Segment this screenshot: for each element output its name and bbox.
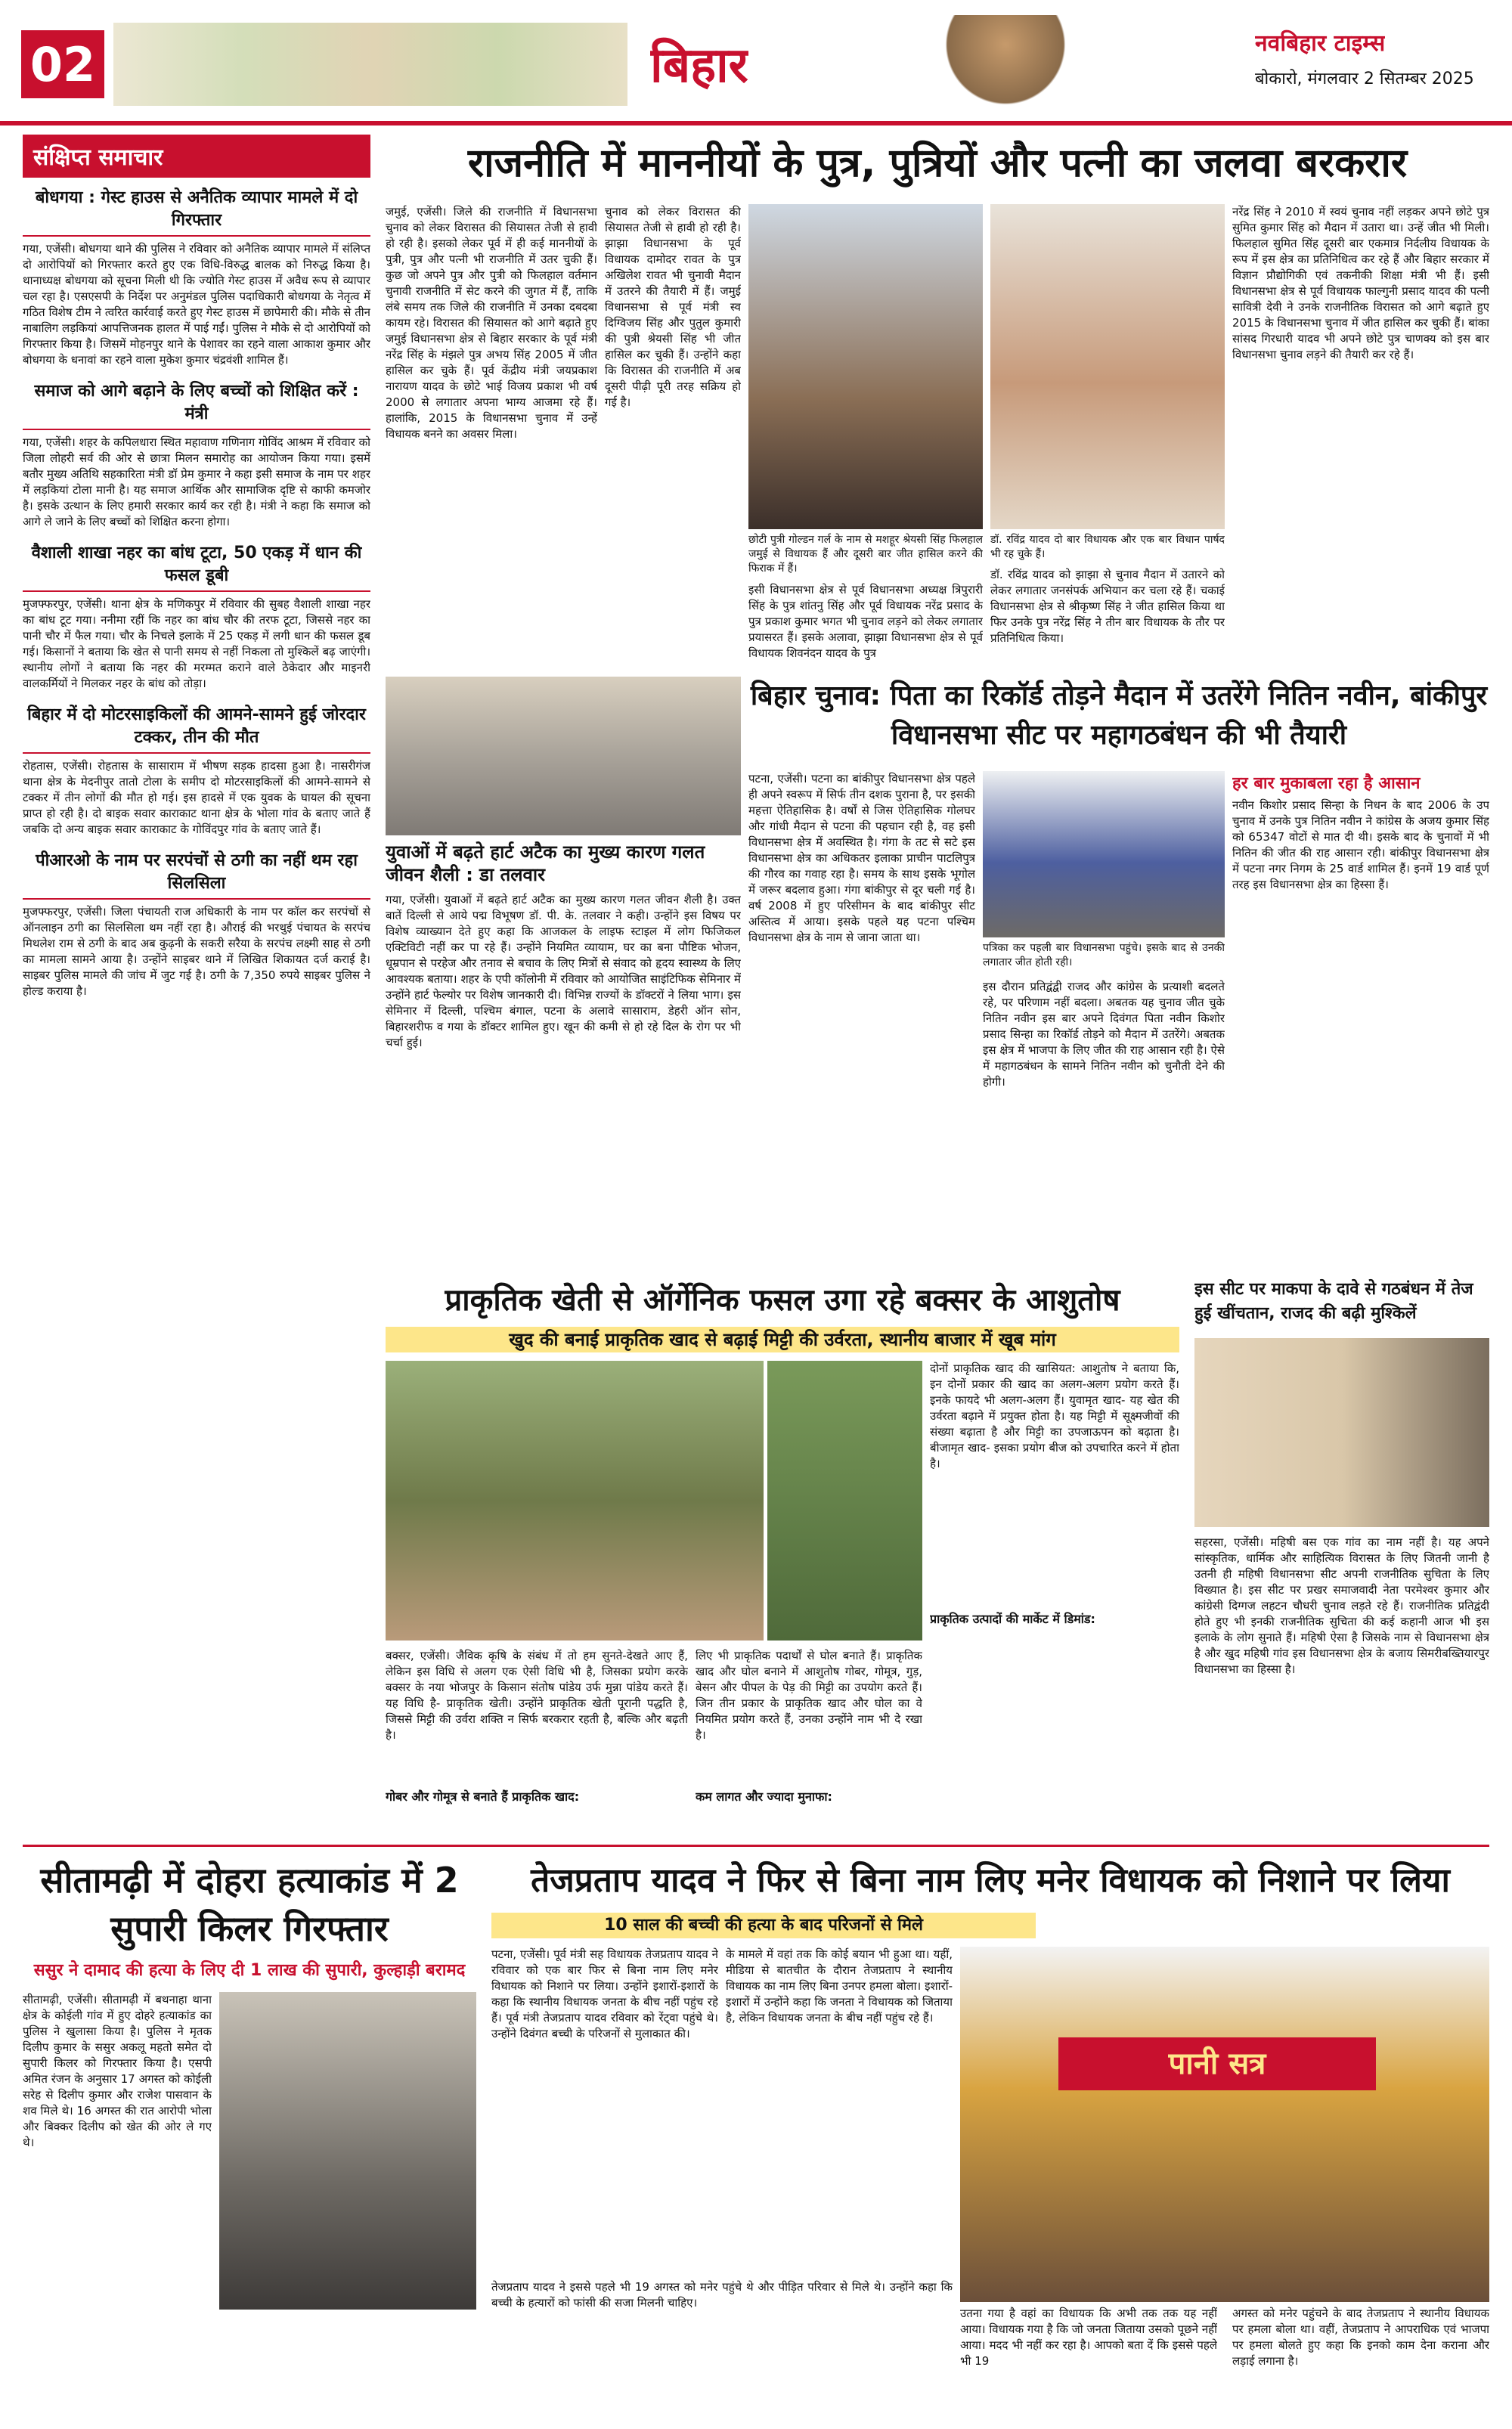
sitamarhi-headline: सीतामढ़ी में दोहरा हत्याकांड में 2 सुपारी किलर गिरफ्तार xyxy=(40,1860,459,1949)
bankipur-caption: पत्रिका कर पहली बार विधानसभा पहुंचे। इसके बाद से उनकी लगातार जीत होती रही। xyxy=(983,942,1225,968)
buxar-photo-2 xyxy=(767,1361,922,1641)
brief-item xyxy=(23,704,370,838)
lead-col-4: डॉ. रविंद्र यादव को झाझा से चुनाव मैदान में उतारने को लेकर लगातार जनसंपर्क अभियान कर चला रहे हैं। चकाई विधानसभा क्षेत्र से श्रीकृष्ण सिंह ने जीत हासिल किया था फिर उनके पुत्र नरेंद्र सिंह ने तीन बार विधायक के तौर पर प्रतिनिधित्व किया। xyxy=(990,568,1225,645)
brief-item-title: समाज को आगे बढ़ाने के लिए बच्चों को शिक्षित करें : मंत्री xyxy=(23,380,370,430)
lead-col-2: चुनाव को लेकर विरासत की सियासत तेजी से हावी हो रही है। झाझा विधानसभा के पूर्व विधायक दामोदर रावत के पुत्र अखिलेश रावत भी चुनावी मैदान में उतरने की तैयारी में हैं। जमुई विधानसभा से पूर्व मंत्री स्व दिग्विजय सिंह और पुतुल कुमारी की पुत्री श्रेयसी सिंह भी जीत हासिल कर चुकी हैं। उन्होंने कहा कि विरासत की राजनीति में अब दूसरी पीढ़ी पूरी तरह सक्रिय हो गई है। xyxy=(605,205,741,409)
mahagathbandhan-body: सहरसा, एजेंसी। महिषी बस एक गांव का नाम नहीं है। यह अपने सांस्कृतिक, धार्मिक और साहित्यिक विरासत के लिए जितनी जानी है उतनी ही महिषी विधानसभा सीट अपनी राजनीतिक सुचिता के लिए विख्यात है। इस सीट पर प्रखर समाजवादी नेता परमेश्वर कुमार और कांग्रेसी दिग्गज लहटन चौधरी चुनाव लड़ते रहे हैं। राजनीतिक प्रतिद्वंदी होते हुए भी इनकी राजनीतिक सुचिता की कई कहानी आज भी इस इलाके के लोग सुनाते हैं। महिषी ऐसा है जिसके नाम से विधानसभा क्षेत्र है और खुद महिषी गांव इस विधानसभा क्षेत्र के बजाय सिमरीबख्तियारपुर विधानसभा का हिस्सा है। xyxy=(1194,1535,1489,1676)
map-illustration xyxy=(113,23,627,106)
section-divider xyxy=(23,1845,1489,1847)
masthead-rule xyxy=(0,121,1512,125)
lead-col-1: जमुई, एजेंसी। जिले की राजनीति में विधानसभा चुनाव को लेकर विरासत की सियासत तेजी से हावी हो रही है। इसको लेकर पूर्व में ही कई माननीयों के पुत्री, पुत्र और पत्नी भी राजनीति में उतर चुकी हैं। कुछ जो अपने पुत्र और पुत्री को फिलहाल वर्तमान चुनावी राजनीति में सेट करने की जुगत में हैं, ताकि लंबे समय तक जिले की राजनीति में उनका दबदबा कायम रहे। विरासत की सियासत को आगे बढ़ाते हुए जमुई विधानसभा क्षेत्र से बिहार सरकार के पूर्व मंत्री नरेंद्र सिंह के मंझले पुत्र अभय सिंह 2005 में जीत हासिल कर चुके हैं। पूर्व केंद्रीय मंत्री जयप्रकाश नारायण यादव के छोटे भाई विजय प्रकाश भी वर्ष 2000 से लगातार अपना भाग्य आजमा रहे हैं। हालांकि, 2015 के विधानसभा चुनाव में उन्हें विधायक बनने का अवसर मिला। xyxy=(386,205,597,441)
brief-item xyxy=(23,380,370,530)
lead-headline: राजनीति में माननीयों के पुत्र, पुत्रियों और पत्नी का जलवा बरकरार xyxy=(467,141,1408,186)
brief-item xyxy=(23,187,370,368)
brief-item-body: गया, एजेंसी। शहर के कपिलधारा स्थित महावाण गणिनाग गोविंद आश्रम में रविवार को जिला लोहरी सर्व की ओर से छात्रा मिलन समारोह का आयोजन किया गया। इसमें बतौर मुख्य अतिथि सहकारिता मंत्री डॉ प्रेम कुमार ने कहा इसी समाज के नाम पर शहर में लड़कियां टोला मानी है। यह समाज आर्थिक और सामाजिक दृष्टि से काफी कमजोर है। इसके उत्थान के लिए हमारी सरकार कार्य कर रही है। मंत्री ने कहा कि समाज को आगे ले जाने के लिए बच्चों को शिक्षित करना होगा। xyxy=(23,435,370,528)
tejpratap-col-1: पटना, एजेंसी। पूर्व मंत्री सह विधायक तेजप्रताप यादव ने रविवार को एक बार फिर से बिना नाम लिए मनेर विधायक को निशाने पर लिया। उन्होंने इशारों-इशारों के कहा कि स्थानीय विधायक जनता के बीच नहीं पहुंच रहे हैं। पूर्व मंत्री तेजप्रताप यादव रविवार को रेंट्वा पहुंचे थे। उन्होंने दिवंगत बच्ची के परिजनों से मुलाकात की। xyxy=(491,1947,718,2040)
brief-news-list xyxy=(23,187,370,999)
sitamarhi-subheadline: ससुर ने दामाद की हत्या के लिए दी 1 लाख की सुपारी, कुल्हाड़ी बरामद xyxy=(33,1961,466,1980)
tejpratap-caption-right: अगस्त को मनेर पहुंचने के बाद तेजप्रताप ने स्थानीय विधायक पर हमला बोला था। वहीं, तेजप्रताप ने आपराधिक एवं भाजपा पर हमला बोलते हुए कहा कि इनको काम देना कराना और लड़ाई लगाना है। xyxy=(1232,2307,1489,2368)
brief-item-body: मुजफ्फरपुर, एजेंसी। जिला पंचायती राज अधिकारी के नाम पर कॉल कर सरपंचों से ऑनलाइन ठगी का सिलसिला थम नहीं रहा है। औराई की भरथुई पंचायत के सरपंच मिथलेश राम से ठगी के बाद अब कुढ़नी के सकरी सरैया के सरपंच लक्ष्मी साह से ठगी का मामला सामने आया है। उन्होंने साइबर थाने में लिखित शिकायत दर्ज कराई है। साइबर पुलिस मामले की जांच में जुट गई है। ठगी के 7,350 रुपये साइबर पुलिस ने होल्ड कराया है। xyxy=(23,905,370,998)
page-number: 02 xyxy=(21,30,104,98)
brief-item xyxy=(23,542,370,692)
health-photo xyxy=(386,677,741,835)
brief-item-title: बिहार में दो मोटरसाइकिलों की आमने-सामने हुई जोरदार टक्कर, तीन की मौत xyxy=(23,704,370,754)
mahagathbandhan-headline: इस सीट पर माकपा के दावे से गठबंधन में तेज हुई खींचतान, राजद की बढ़ी मुश्किलें xyxy=(1194,1280,1473,1323)
tejpratap-col-2: के मामले में वहां तक कि कोई बयान भी हुआ था। यहीं, मीडिया से बातचीत के दौरान तेजप्रताप ने स्थानीय विधायक का नाम लिए बिना उनपर हमला बोला। इशारों-इशारों में उन्होंने कहा कि जनता ने विधायक को जिताया है, लेकिन विधायक जनता के बीच नहीं पहुंच रहे हैं। xyxy=(726,1947,953,2025)
tejpratap-caption-left: उतना गया है वहां का विधायक कि अभी तक तक यह नहीं आया। विधायक गया है कि जो जनता जिताया उसको पूछने नहीं आया। मदद भी नहीं कर रहा है। आपको बता दें कि इससे पहले भी 19 xyxy=(960,2307,1217,2368)
lead-photo-1 xyxy=(748,204,983,529)
bankipur-subhead: हर बार मुकाबला रहा है आसान xyxy=(1232,774,1421,793)
section-title: बिहार xyxy=(650,38,748,94)
tejpratap-subheadline: 10 साल की बच्ची की हत्या के बाद परिजनों से मिले xyxy=(491,1913,1036,1938)
tejpratap-headline: तेजप्रताप यादव ने फिर से बिना नाम लिए मनेर विधायक को निशाने पर लिया xyxy=(531,1861,1450,1900)
brief-item-body: मुजफ्फरपुर, एजेंसी। थाना क्षेत्र के मणिकपुर में रविवार की सुबह वैशाली शाखा नहर का बांध टूट गया। ननीमा रहीं कि नहर का बांध चौर की तरफ टूटा, जिससे नहर का पानी चौर में फैल गया। चौर के निचले इलाके में 25 एकड़ में लगी धान की फसल डूब गई। किसानों ने बताया कि खेत से पानी समय से नहीं निकला तो मुश्किलें बढ़ जाएंगी। स्थानीय लोगों ने बताया कि नहर की मरम्मत कराने वाले ठेकेदार और माइनरी वालकर्मियों ने मिलकर नहर के बांध को तोड़ा। xyxy=(23,597,370,690)
buxar-subhead-3: प्राकृतिक उत्पादों की मार्केट में डिमांड: xyxy=(930,1612,1095,1626)
bankipur-col-3: नवीन किशोर प्रसाद सिन्हा के निधन के बाद 2006 के उप चुनाव में उनके पुत्र नितिन नवीन ने कांग्रेस के अजय कुमार सिंह को 65347 वोटों से मात दी थी। इसके बाद के चुनावों में भी नितिन की जीत की राह आसान रही। बांकीपुर विधानसभा क्षेत्र में पटना नगर निगम के 25 वार्ड शामिल हैं। इनमें 19 वार्ड पूर्ण तरह इस विधानसभा क्षेत्र का हिस्सा हैं। xyxy=(1232,798,1489,891)
brief-item-title: पीआरओ के नाम पर सरपंचों से ठगी का नहीं थम रहा सिलसिला xyxy=(23,850,370,900)
newspaper-name: नवबिहार टाइम्स xyxy=(1255,30,1386,57)
lead-col-5: नरेंद्र सिंह ने 2010 में स्वयं चुनाव नहीं लड़कर अपने छोटे पुत्र सुमित कुमार सिंह को मैदान में उतारा था। उन्हें जीत भी मिली। फिलहाल सुमित सिंह दूसरी बार एकमात्र निर्दलीय विधायक के रूप में इस क्षेत्र का प्रतिनिधित्व कर रहे हैं और बिहार सरकार में विज्ञान प्रौद्योगिकी एवं तकनीकी शिक्षा मंत्री भी हैं। इसी विधानसभा क्षेत्र से पूर्व विधायक फाल्गुनी प्रसाद यादव की पत्नी सावित्री देवी ने उनके राजनीतिक विरासत को आगे बढ़ाते हुए 2015 के विधानसभा चुनाव में जीत हासिल कर चुकी हैं। बांका सांसद गिरधारी यादव भी अपने छोटे पुत्र चाणक्य को इस बार विधानसभा चुनाव लड़ने की तैयारी कर रहे हैं। xyxy=(1232,205,1489,361)
buxar-subhead-2: कम लागत और ज्यादा मुनाफा: xyxy=(696,1789,832,1804)
buxar-headline: प्राकृतिक खेती से ऑर्गेनिक फसल उगा रहे बक्सर के आशुतोष xyxy=(445,1283,1120,1318)
lead-photo-2-caption: डॉ. रविंद्र यादव दो बार विधायक और एक बार विधान पार्षद भी रह चुके हैं। xyxy=(990,534,1225,560)
bankipur-col-2: इस दौरान प्रतिद्वंद्वी राजद और कांग्रेस के प्रत्याशी बदलते रहे, पर परिणाम नहीं बदला। अबतक यह चुनाव जीत चुके नितिन नवीन इस बार अपने दिवंगत पिता नवीन किशोर प्रसाद सिन्हा का रिकॉर्ड तोड़ने को मैदान में उतरेंगे। अबतक इस क्षेत्र में भाजपा के लिए जीत की राह आसान रही है। ऐसे में महागठबंधन के सामने नितिन नवीन को चुनौती देने की होगी। xyxy=(983,980,1225,1089)
brief-item-body: गया, एजेंसी। बोधगया थाने की पुलिस ने रविवार को अनैतिक व्यापार मामले में संलिप्त दो आरोपियों को गिरफ्तार करते हुए एक विधि-विरुद्ध बालक को निरुद्ध किया है। थानाध्यक्ष बोधगया को सूचना मिली थी कि ज्योति गेस्ट हाउस में अवैध रूप से व्यापार चल रहा है। एसएसपी के निर्देश पर अनुमंडल पुलिस पदाधिकारी बोधगया के नेतृत्व में गठित विशेष टीम ने त्वरित कार्रवाई करते हुए गेस्ट हाउस में छापेमारी की। मौके से तीन नाबालिग लड़कियां आपत्तिजनक हालत में पाई गईं। पुलिस ने मौके से दो आरोपियों को गिरफ्तार किया है। जिसमें मोहनपुर थाने के पेशावर का रहने वाला आकाश कुमार और बोधगया के धनावां का रहने वाला मुकेश कुमार चंद्रवंशी शामिल हैं। xyxy=(23,242,370,367)
mahagathbandhan-photo xyxy=(1194,1338,1489,1527)
brief-news-sidebar xyxy=(23,135,370,1836)
sidebar-header: संक्षिप्त समाचार xyxy=(23,135,370,178)
buxar-col-1: बक्सर, एजेंसी। जैविक कृषि के संबंध में तो हम सुनते-देखते आए हैं, लेकिन इस विधि से अलग एक ऐसी विधि भी है, जिसका प्रयोग करके बक्सर के नया भोजपुर के किसान संतोष पांडेय उर्फ मुन्ना पांडेय करते हैं। यह विधि है- प्राकृतिक खेती। उन्होंने प्राकृतिक खेती पूरानी पद्धति है, जिससे मिट्टी की उर्वरा शक्ति न सिर्फ बरकरार रहती है, बल्कि और बढ़ती है। xyxy=(386,1649,688,1742)
stage-banner: पानी सत्र xyxy=(1058,2037,1376,2090)
sitamarhi-photo xyxy=(219,1992,476,2310)
dateline: बोकारो, मंगलवार 2 सितम्बर 2025 xyxy=(1255,70,1474,88)
buxar-subhead-1: गोबर और गोमूत्र से बनाते हैं प्राकृतिक खाद: xyxy=(386,1789,580,1804)
bankipur-headline: बिहार चुनाव: पिता का रिकॉर्ड तोड़ने मैदान में उतरेंगे नितिन नवीन, बांकीपुर विधानसभा सीट पर महागठबंधन की भी तैयारी xyxy=(750,680,1488,751)
buxar-col-2: लिए भी प्राकृतिक पदार्थों से घोल बनाते हैं। प्राकृतिक खाद और घोल बनाने में आशुतोष गोबर, गोमूत्र, गुड़, बेसन और पीपल के पेड़ की मिट्टी का उपयोग करते हैं। जिन तीन प्रकार के प्राकृतिक खाद और घोल का वे नियमित प्रयोग करते हैं, उनका उन्होंने नाम भी दे रखा है। xyxy=(696,1649,922,1742)
lead-photo-1-caption: छोटी पुत्री गोल्डन गर्ल के नाम से मशहूर श्रेयसी सिंह फिलहाल जमुई से विधायक हैं और दूसरी बार जीत हासिल करने की फिराक में हैं। xyxy=(748,534,983,575)
brief-item-title: वैशाली शाखा नहर का बांध टूटा, 50 एकड़ में धान की फसल डूबी xyxy=(23,542,370,592)
health-body: गया, एजेंसी। युवाओं में बढ़ते हार्ट अटैक का मुख्य कारण गलत जीवन शैली है। उक्त बातें दिल्ली से आये पद्म विभूषण डॉ. पी. के. तलवार ने कही। उन्होंने इस विषय पर विशेष व्याख्यान देते हुए कहा कि आजकल के लाइफ स्टाइल में लोग फिजिकल एक्टिविटी नहीं कर पा रहे हैं। उन्होंने नियमित व्यायाम, घर का बना पौष्टिक भोजन, धूम्रपान से परहेज और तनाव से बचाव के लिए मित्रों से संवाद को हृदय स्वास्थ्य के लिए आवश्यक बताया। शहर के एपी कॉलोनी में रविवार को आयोजित साइंटिफिक सेमिनार में उन्होंने हार्ट फेल्योर पर विशेष जानकारी दी। विभिन्न राज्यों के डॉक्टरों ने लिया भाग। इस सेमिनार में दिल्ली, पश्चिम बंगाल, पटना के अलावे सासाराम, डेहरी ऑन सोन, बिहारशरीफ व गया के डॉक्टर शामिल हुए। खून की कमी से हो रहे दिल के रोग पर भी चर्चा हुई। xyxy=(386,893,741,1049)
tejpratap-col-3: तेजप्रताप यादव ने इससे पहले भी 19 अगस्त को मनेर पहुंचे थे और पीड़ित परिवार से मिले थे। उन्होंने कहा कि बच्ची के हत्यारों को फांसी की सजा मिलनी चाहिए। xyxy=(491,2280,953,2310)
bankipur-col-1: पटना, एजेंसी। पटना का बांकीपुर विधानसभा क्षेत्र पहले ही अपने स्वरूप में सिर्फ तीन दशक पुराना है, पर इसकी महत्ता ऐतिहासिक है। वर्षों से जिस ऐतिहासिक गोलघर और गांधी मैदान से पटना की पहचान रही है, वह इसी विधानसभा क्षेत्र में अवस्थित है। गंगा के तट से सटे इस विधानसभा क्षेत्र का अधिकतर इलाका प्राचीन पाटलिपुत्र की गौरव का गवाह रहा है। समय के साथ इसके भूगोल में जरूर बदलाव हुआ। गंगा बांकीपुर से दूर चली गई है। वर्ष 2008 में हुए परिसीमन के बाद बांकीपुर सीट अस्तित्व में आया। इसके पहले यह पटना पश्चिम विधानसभा क्षेत्र के नाम से जाना जाता था। xyxy=(748,772,975,944)
brief-item-title: बोधगया : गेस्ट हाउस से अनैतिक व्यापार मामले में दो गिरफ्तार xyxy=(23,187,370,237)
tejpratap-photo xyxy=(960,1947,1489,2302)
health-headline: युवाओं में बढ़ते हार्ट अटैक का मुख्य कारण गलत जीवन शैली : डा तलवार xyxy=(386,841,705,885)
buxar-col-3: दोनों प्राकृतिक खाद की खासियत: आशुतोष ने बताया कि, इन दोनों प्रकार की खाद का अलग-अलग प्रयोग करते हैं। इनके फायदे भी अलग-अलग हैं। युवामृत खाद- यह खेत की उर्वरता बढ़ाने में प्रयुक्त होता है। यह मिट्टी में सूक्ष्मजीवों की संख्या बढ़ाता है और मिट्टी का उपजाऊपन को बढ़ाता है। बीजामृत खाद- इसका प्रयोग बीज को उपचारित करने में होता है। xyxy=(930,1362,1179,1470)
lead-col-3: इसी विधानसभा क्षेत्र से पूर्व विधानसभा अध्यक्ष त्रिपुरारी सिंह के पुत्र शांतनु सिंह और पूर्व विधायक नरेंद्र प्रसाद के पुत्र प्रकाश कुमार भगत भी चुनाव लड़ने को लेकर लगातार प्रयासरत हैं। इसके अलावा, झाझा विधानसभा क्षेत्र से पूर्व विधायक शिवनंदन यादव के पुत्र xyxy=(748,583,983,660)
buxar-photo-1 xyxy=(386,1361,764,1641)
brief-item-body: रोहतास, एजेंसी। रोहतास के सासाराम में भीषण सड़क हादसा हुआ है। नासरीगंज थाना क्षेत्र के मेदनीपुर तातो टोला के समीप दो मोटरसाइकिलों की आमने-सामने से टक्कर में तीन लोगों की मौत हो गई। इस हादसे में एक युवक के घायल की सूचना प्राप्त हो रही है। दो बाइक सवार काराकाट थाना क्षेत्र के भोला गांव के बताए जाते हैं जबकि दो अन्य बाइक सवार काराकाट के गोविंदपुर गांव के बताए जाते हैं। xyxy=(23,759,370,836)
brief-item xyxy=(23,850,370,999)
sitamarhi-body: सीतामढ़ी, एजेंसी। सीतामढ़ी में बथनाहा थाना क्षेत्र के कोईली गांव में हुए दोहरे हत्याकांड का पुलिस ने खुलासा किया है। पुलिस ने मृतक दिलीप कुमार के ससुर अकलू महतो समेत दो सुपारी किलर को गिरफ्तार किया है। एसपी अमित रंजन के अनुसार 17 अगस्त को कोईली सरेह से दिलीप कुमार और राजेश पासवान के शव मिले थे। 16 अगस्त की रात आरोपी भोला और बिक्कर दिलीप को खेत की ओर ले गए थे। xyxy=(23,1993,212,2149)
buxar-subheadline: खुद की बनाई प्राकृतिक खाद से बढ़ाई मिट्टी की उर्वरता, स्थानीय बाजार में खूब मांग xyxy=(386,1327,1179,1352)
bankipur-photo xyxy=(983,771,1225,937)
lead-photo-2 xyxy=(990,204,1225,529)
statue-illustration xyxy=(937,15,1074,113)
